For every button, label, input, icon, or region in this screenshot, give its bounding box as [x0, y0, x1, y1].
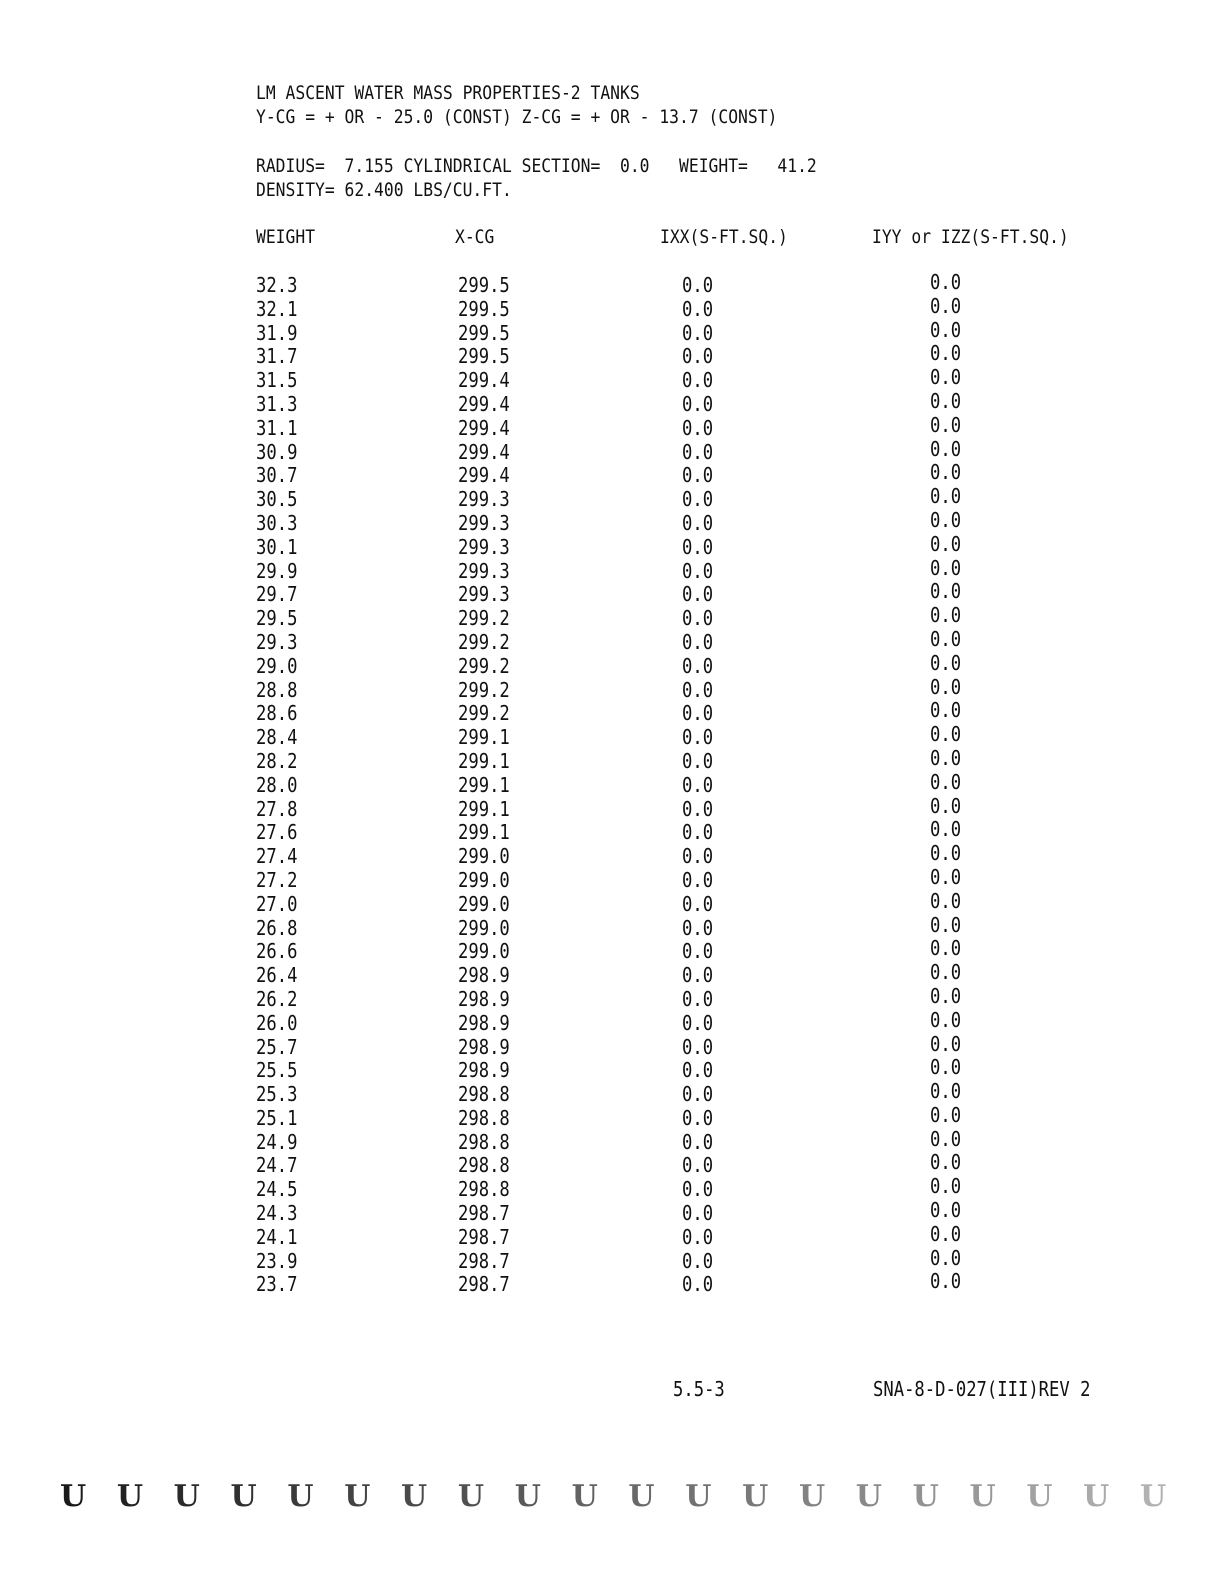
iyy-izz-cell: 0.0	[930, 507, 962, 532]
xcg-cell: 299.4	[458, 391, 510, 416]
cg-constants-line: Y-CG = + OR - 25.0 (CONST) Z-CG = + OR - 13.7 (CONST)	[256, 106, 778, 128]
iyy-izz-cell: 0.0	[930, 1079, 962, 1104]
weight-cell: 29.3	[256, 629, 298, 654]
film-mark: U	[173, 1479, 200, 1514]
xcg-column	[458, 274, 510, 1297]
xcg-cell: 299.3	[458, 534, 510, 559]
film-mark: U	[628, 1479, 655, 1514]
iyy-izz-cell: 0.0	[930, 579, 962, 604]
weight-cell: 28.8	[256, 677, 298, 702]
weight-cell: 30.5	[256, 487, 298, 512]
xcg-cell: 299.4	[458, 439, 510, 464]
iyy-izz-cell: 0.0	[930, 1198, 962, 1223]
ixx-cell: 0.0	[682, 1034, 714, 1059]
film-mark: U	[287, 1479, 314, 1514]
film-mark: U	[1083, 1479, 1110, 1514]
page-number: 5.5-3	[673, 1377, 725, 1401]
ixx-cell: 0.0	[682, 439, 714, 464]
weight-cell: 31.1	[256, 415, 298, 440]
ixx-cell: 0.0	[682, 1129, 714, 1154]
film-mark: U	[685, 1479, 712, 1514]
column-header-weight: WEIGHT	[256, 226, 316, 248]
ixx-cell: 0.0	[682, 1272, 714, 1297]
ixx-cell: 0.0	[682, 344, 714, 369]
xcg-cell: 299.1	[458, 796, 510, 821]
iyy-izz-cell: 0.0	[930, 674, 962, 699]
iyy-izz-cell: 0.0	[930, 888, 962, 913]
weight-cell: 30.9	[256, 439, 298, 464]
xcg-cell: 299.2	[458, 629, 510, 654]
iyy-izz-cell: 0.0	[930, 793, 962, 818]
ixx-cell: 0.0	[682, 1177, 714, 1202]
xcg-cell: 299.3	[458, 487, 510, 512]
xcg-cell: 298.9	[458, 986, 510, 1011]
xcg-cell: 299.0	[458, 915, 510, 940]
weight-cell: 29.9	[256, 558, 298, 583]
iyy-izz-cell: 0.0	[930, 1245, 962, 1270]
film-mark: U	[1140, 1479, 1167, 1514]
iyy-izz-cell: 0.0	[930, 841, 962, 866]
iyy-izz-cell: 0.0	[930, 864, 962, 889]
ixx-cell: 0.0	[682, 653, 714, 678]
xcg-cell: 299.1	[458, 772, 510, 797]
weight-cell: 24.1	[256, 1224, 298, 1249]
film-mark: U	[401, 1479, 428, 1514]
weight-cell: 24.3	[256, 1201, 298, 1226]
xcg-cell: 299.1	[458, 725, 510, 750]
ixx-cell: 0.0	[682, 867, 714, 892]
film-mark: U	[116, 1479, 143, 1514]
film-edge-marks	[60, 1479, 1167, 1520]
film-mark: U	[230, 1479, 257, 1514]
film-mark: U	[457, 1479, 485, 1514]
xcg-cell: 299.4	[458, 415, 510, 440]
xcg-cell: 298.9	[458, 1034, 510, 1059]
xcg-cell: 299.1	[458, 748, 510, 773]
iyy-izz-cell: 0.0	[930, 912, 962, 937]
ixx-cell: 0.0	[682, 1058, 714, 1083]
ixx-cell: 0.0	[682, 320, 714, 345]
document-id: SNA-8-D-027(III)REV 2	[873, 1377, 1091, 1401]
ixx-cell: 0.0	[682, 1010, 714, 1035]
iyy-izz-cell: 0.0	[930, 817, 962, 842]
xcg-cell: 299.0	[458, 867, 510, 892]
iyy-izz-cell: 0.0	[930, 484, 962, 509]
iyy-izz-cell: 0.0	[930, 1007, 962, 1032]
ixx-column	[682, 274, 713, 1297]
weight-cell: 28.0	[256, 772, 298, 797]
weight-cell: 26.2	[256, 986, 298, 1011]
ixx-cell: 0.0	[682, 844, 714, 869]
weight-cell: 31.5	[256, 368, 298, 393]
film-mark: U	[571, 1479, 598, 1514]
iyy-izz-cell: 0.0	[930, 626, 962, 651]
iyy-izz-cell: 0.0	[930, 1221, 962, 1246]
film-mark: U	[969, 1479, 996, 1514]
xcg-cell: 299.0	[458, 939, 510, 964]
iyy-izz-cell: 0.0	[930, 936, 962, 961]
ixx-cell: 0.0	[682, 1201, 714, 1226]
iyy-izz-cell: 0.0	[930, 722, 962, 747]
weight-cell: 31.7	[256, 344, 298, 369]
xcg-cell: 298.7	[458, 1272, 510, 1297]
column-header-xcg: X-CG	[455, 226, 495, 248]
xcg-cell: 299.5	[458, 273, 510, 297]
weight-cell: 30.3	[256, 510, 298, 535]
ixx-cell: 0.0	[682, 273, 714, 297]
weight-cell: 27.4	[256, 844, 298, 869]
xcg-cell: 299.1	[458, 820, 510, 845]
iyy-izz-cell: 0.0	[930, 293, 962, 318]
ixx-cell: 0.0	[682, 368, 714, 393]
xcg-cell: 299.0	[458, 891, 510, 916]
iyy-izz-cell: 0.0	[930, 531, 962, 556]
iyy-izz-cell: 0.0	[930, 603, 962, 628]
ixx-cell: 0.0	[682, 606, 714, 631]
xcg-cell: 298.8	[458, 1129, 510, 1154]
weight-cell: 25.1	[256, 1105, 298, 1130]
weight-cell: 26.8	[256, 915, 298, 940]
film-mark: U	[1026, 1479, 1053, 1514]
ixx-cell: 0.0	[682, 534, 714, 559]
ixx-cell: 0.0	[682, 1082, 714, 1107]
film-mark: U	[855, 1479, 882, 1514]
xcg-cell: 299.4	[458, 368, 510, 393]
weight-cell: 24.5	[256, 1177, 298, 1202]
iyy-izz-cell: 0.0	[930, 1174, 962, 1199]
weight-cell: 29.0	[256, 653, 298, 678]
xcg-cell: 298.9	[458, 1058, 510, 1083]
ixx-cell: 0.0	[682, 986, 714, 1011]
weight-cell: 31.9	[256, 320, 298, 345]
xcg-cell: 298.8	[458, 1105, 510, 1130]
ixx-cell: 0.0	[682, 939, 714, 964]
weight-cell: 25.7	[256, 1034, 298, 1059]
iyy-izz-cell: 0.0	[930, 460, 962, 485]
ixx-cell: 0.0	[682, 296, 714, 321]
xcg-cell: 298.7	[458, 1224, 510, 1249]
iyy-izz-cell: 0.0	[930, 1150, 962, 1175]
column-header-iyy-izz: IYY or IZZ(S-FT.SQ.)	[872, 226, 1069, 248]
iyy-izz-cell: 0.0	[930, 365, 962, 390]
xcg-cell: 298.9	[458, 1010, 510, 1035]
weight-cell: 28.4	[256, 725, 298, 750]
xcg-cell: 298.8	[458, 1177, 510, 1202]
ixx-cell: 0.0	[682, 1105, 714, 1130]
ixx-cell: 0.0	[682, 629, 714, 654]
weight-cell: 32.3	[256, 273, 298, 297]
iyy-izz-cell: 0.0	[930, 1269, 962, 1294]
xcg-cell: 298.7	[458, 1248, 510, 1273]
weight-cell: 23.9	[256, 1248, 298, 1273]
iyy-izz-cell: 0.0	[930, 270, 962, 294]
weight-cell: 27.8	[256, 796, 298, 821]
weight-cell: 29.5	[256, 606, 298, 631]
ixx-cell: 0.0	[682, 725, 714, 750]
document-title: LM ASCENT WATER MASS PROPERTIES-2 TANKS	[256, 82, 640, 104]
xcg-cell: 299.3	[458, 510, 510, 535]
weight-cell: 29.7	[256, 582, 298, 607]
xcg-cell: 299.2	[458, 677, 510, 702]
film-mark: U	[742, 1479, 769, 1514]
weight-cell: 32.1	[256, 296, 298, 321]
ixx-cell: 0.0	[682, 963, 714, 988]
iyy-izz-cell: 0.0	[930, 1102, 962, 1127]
weight-cell: 30.7	[256, 463, 298, 488]
weight-cell: 30.1	[256, 534, 298, 559]
ixx-cell: 0.0	[682, 677, 714, 702]
ixx-cell: 0.0	[682, 748, 714, 773]
ixx-cell: 0.0	[682, 510, 714, 535]
iyy-izz-cell: 0.0	[930, 1055, 962, 1080]
iyy-izz-cell: 0.0	[930, 769, 962, 794]
xcg-cell: 298.8	[458, 1082, 510, 1107]
xcg-cell: 299.2	[458, 606, 510, 631]
xcg-cell: 299.0	[458, 844, 510, 869]
weight-cell: 27.0	[256, 891, 298, 916]
weight-cell: 24.7	[256, 1153, 298, 1178]
film-mark: U	[912, 1479, 939, 1514]
ixx-cell: 0.0	[682, 582, 714, 607]
column-header-ixx: IXX(S-FT.SQ.)	[660, 226, 788, 248]
iyy-izz-cell: 0.0	[930, 650, 962, 675]
ixx-cell: 0.0	[682, 701, 714, 726]
iyy-izz-cell: 0.0	[930, 1126, 962, 1151]
iyy-izz-cell: 0.0	[930, 341, 962, 366]
xcg-cell: 299.4	[458, 463, 510, 488]
xcg-cell: 298.8	[458, 1153, 510, 1178]
xcg-cell: 298.7	[458, 1201, 510, 1226]
tank-parameters-line: RADIUS= 7.155 CYLINDRICAL SECTION= 0.0 WEIGHT= 41.2	[256, 155, 817, 177]
xcg-cell: 299.5	[458, 320, 510, 345]
ixx-cell: 0.0	[682, 1153, 714, 1178]
ixx-cell: 0.0	[682, 915, 714, 940]
film-mark: U	[514, 1479, 541, 1514]
iyy-izz-cell: 0.0	[930, 983, 962, 1008]
iyy-izz-cell: 0.0	[930, 698, 962, 723]
ixx-cell: 0.0	[682, 1248, 714, 1273]
weight-cell: 27.6	[256, 820, 298, 845]
ixx-cell: 0.0	[682, 415, 714, 440]
iyy-izz-cell: 0.0	[930, 960, 962, 985]
iyy-izz-cell: 0.0	[930, 1031, 962, 1056]
xcg-cell: 299.2	[458, 653, 510, 678]
weight-cell: 26.4	[256, 963, 298, 988]
ixx-cell: 0.0	[682, 463, 714, 488]
ixx-cell: 0.0	[682, 391, 714, 416]
iyy-izz-cell: 0.0	[930, 388, 962, 413]
iyy-izz-cell: 0.0	[930, 555, 962, 580]
weight-cell: 26.0	[256, 1010, 298, 1035]
ixx-cell: 0.0	[682, 1224, 714, 1249]
iyy-izz-cell: 0.0	[930, 317, 962, 342]
ixx-cell: 0.0	[682, 796, 714, 821]
weight-cell: 31.3	[256, 391, 298, 416]
xcg-cell: 298.9	[458, 963, 510, 988]
ixx-cell: 0.0	[682, 772, 714, 797]
film-mark: U	[60, 1479, 87, 1514]
weight-cell: 24.9	[256, 1129, 298, 1154]
weight-cell: 26.6	[256, 939, 298, 964]
film-mark: U	[798, 1479, 826, 1514]
weight-cell: 25.5	[256, 1058, 298, 1083]
iyy-izz-cell: 0.0	[930, 436, 962, 461]
ixx-cell: 0.0	[682, 891, 714, 916]
iyy-izz-cell: 0.0	[930, 412, 962, 437]
xcg-cell: 299.3	[458, 582, 510, 607]
iyy-izz-column	[930, 271, 961, 1294]
density-line: DENSITY= 62.400 LBS/CU.FT.	[256, 179, 512, 201]
film-mark: U	[344, 1479, 371, 1514]
weight-cell: 28.6	[256, 701, 298, 726]
xcg-cell: 299.5	[458, 296, 510, 321]
xcg-cell: 299.3	[458, 558, 510, 583]
xcg-cell: 299.2	[458, 701, 510, 726]
iyy-izz-cell: 0.0	[930, 745, 962, 770]
xcg-cell: 299.5	[458, 344, 510, 369]
ixx-cell: 0.0	[682, 820, 714, 845]
weight-cell: 27.2	[256, 867, 298, 892]
ixx-cell: 0.0	[682, 558, 714, 583]
weight-cell: 23.7	[256, 1272, 298, 1297]
ixx-cell: 0.0	[682, 487, 714, 512]
weight-column	[256, 274, 297, 1297]
weight-cell: 25.3	[256, 1082, 298, 1107]
weight-cell: 28.2	[256, 748, 298, 773]
